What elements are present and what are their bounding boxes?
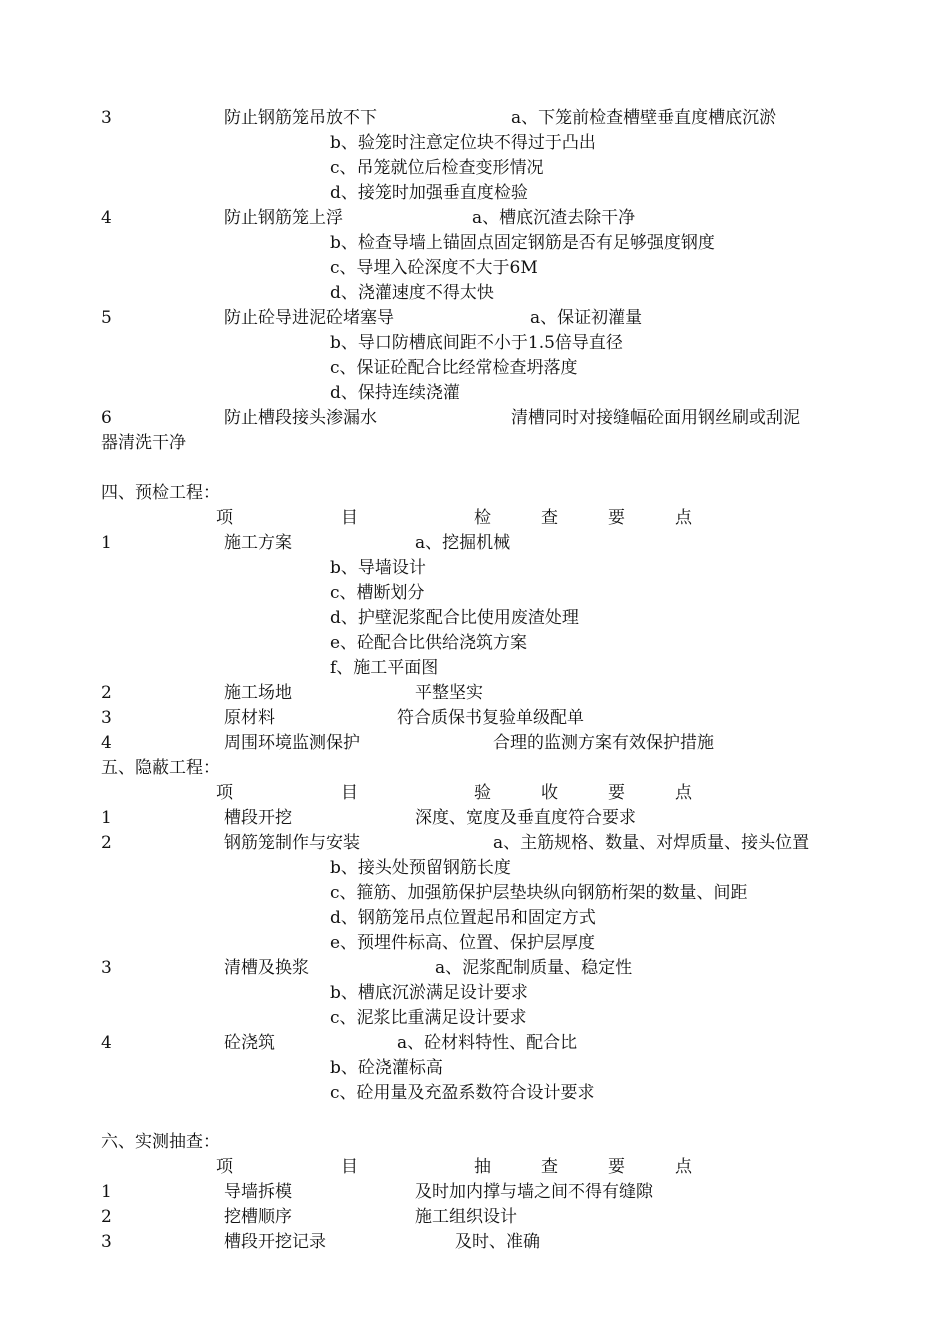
column-header: 项 — [216, 508, 233, 528]
row-subpoint: c、吊笼就位后检查变形情况 — [330, 158, 544, 178]
row-subpoint: b、接头处预留钢筋长度 — [330, 858, 511, 878]
column-header: 项 — [216, 783, 233, 803]
column-header: 项 — [216, 1157, 233, 1177]
row-subpoint: b、导墙设计 — [330, 558, 426, 578]
row-point: 施工组织设计 — [415, 1207, 517, 1227]
row-point: 清槽同时对接缝幅砼面用钢丝刷或刮泥 — [511, 408, 800, 428]
column-header: 要 — [608, 1157, 625, 1177]
row-subpoint: c、砼用量及充盈系数符合设计要求 — [330, 1083, 595, 1103]
row-item: 防止砼导进泥砼堵塞导 — [224, 308, 394, 328]
row-subpoint: c、泥浆比重满足设计要求 — [330, 1008, 527, 1028]
row-subpoint: c、槽断划分 — [330, 583, 425, 603]
column-header: 抽 — [474, 1157, 491, 1177]
row-point: a、挖掘机械 — [415, 533, 511, 553]
column-header: 检 — [474, 508, 491, 528]
row-number: 4 — [101, 1033, 112, 1053]
row-subpoint: b、砼浇灌标高 — [330, 1058, 443, 1078]
row-number: 2 — [101, 1207, 112, 1227]
row-item: 砼浇筑 — [224, 1033, 275, 1053]
column-header: 目 — [341, 783, 358, 803]
row-number: 1 — [101, 1182, 112, 1202]
row-subpoint: c、导埋入砼深度不大于6M — [330, 258, 538, 278]
row-subpoint: b、检查导墙上锚固点固定钢筋是否有足够强度钢度 — [330, 233, 715, 253]
row-subpoint: b、槽底沉淤满足设计要求 — [330, 983, 528, 1003]
row-number: 2 — [101, 683, 112, 703]
column-header: 点 — [675, 508, 692, 528]
row-number: 1 — [101, 808, 112, 828]
row-item: 周围环境监测保护 — [224, 733, 360, 753]
row-point: a、槽底沉渣去除干净 — [472, 208, 636, 228]
row-number: 4 — [101, 733, 112, 753]
row-subpoint: d、浇灌速度不得太快 — [330, 283, 494, 303]
row-item: 防止钢筋笼吊放不下 — [224, 108, 377, 128]
row-number: 3 — [101, 708, 112, 728]
row-subpoint: c、保证砼配合比经常检查坍落度 — [330, 358, 578, 378]
row-item: 导墙拆模 — [224, 1182, 292, 1202]
row-number: 4 — [101, 208, 112, 228]
row-point: a、砼材料特性、配合比 — [397, 1033, 578, 1053]
row-number: 6 — [101, 408, 112, 428]
row-subpoint: e、砼配合比供给浇筑方案 — [330, 633, 528, 653]
row-item: 原材料 — [224, 708, 275, 728]
row-number: 3 — [101, 958, 112, 978]
row-item: 槽段开挖记录 — [224, 1232, 326, 1252]
row-item: 防止槽段接头渗漏水 — [224, 408, 377, 428]
column-header: 要 — [608, 508, 625, 528]
row-item: 挖槽顺序 — [224, 1207, 292, 1227]
row-number: 3 — [101, 108, 112, 128]
row-item: 槽段开挖 — [224, 808, 292, 828]
row-point: 合理的监测方案有效保护措施 — [493, 733, 714, 753]
section-title: 五、隐蔽工程： — [101, 758, 220, 778]
row-subpoint: f、施工平面图 — [330, 658, 439, 678]
column-header: 要 — [608, 783, 625, 803]
section-title: 四、预检工程： — [101, 483, 220, 503]
column-header: 查 — [541, 1157, 558, 1177]
column-header: 收 — [541, 783, 558, 803]
row-point-wrap: 器清洗干净 — [101, 433, 186, 453]
row-point: a、主筋规格、数量、对焊质量、接头位置 — [493, 833, 810, 853]
row-item: 施工场地 — [224, 683, 292, 703]
row-number: 5 — [101, 308, 112, 328]
column-header: 目 — [341, 1157, 358, 1177]
row-point: 平整坚实 — [415, 683, 483, 703]
row-subpoint: d、护壁泥浆配合比使用废渣处理 — [330, 608, 579, 628]
row-subpoint: e、预埋件标高、位置、保护层厚度 — [330, 933, 596, 953]
row-subpoint: d、保持连续浇灌 — [330, 383, 460, 403]
row-subpoint: d、接笼时加强垂直度检验 — [330, 183, 528, 203]
column-header: 验 — [474, 783, 491, 803]
row-point: 及时加内撑与墙之间不得有缝隙 — [415, 1182, 653, 1202]
row-item: 防止钢筋笼上浮 — [224, 208, 343, 228]
column-header: 查 — [541, 508, 558, 528]
row-number: 3 — [101, 1232, 112, 1252]
row-number: 2 — [101, 833, 112, 853]
row-number: 1 — [101, 533, 112, 553]
row-point: a、下笼前检查槽壁垂直度槽底沉淤 — [511, 108, 777, 128]
row-point: 符合质保书复验单级配单 — [397, 708, 584, 728]
row-point: 深度、宽度及垂直度符合要求 — [415, 808, 636, 828]
column-header: 点 — [675, 1157, 692, 1177]
row-item: 施工方案 — [224, 533, 292, 553]
column-header: 目 — [341, 508, 358, 528]
row-point: a、保证初灌量 — [530, 308, 643, 328]
column-header: 点 — [675, 783, 692, 803]
row-item: 清槽及换浆 — [224, 958, 309, 978]
row-point: 及时、准确 — [455, 1232, 540, 1252]
row-subpoint: c、箍筋、加强筋保护层垫块纵向钢筋桁架的数量、间距 — [330, 883, 748, 903]
row-subpoint: b、导口防槽底间距不小于1.5倍导直径 — [330, 333, 623, 353]
row-point: a、泥浆配制质量、稳定性 — [435, 958, 633, 978]
row-item: 钢筋笼制作与安装 — [224, 833, 360, 853]
row-subpoint: b、验笼时注意定位块不得过于凸出 — [330, 133, 596, 153]
section-title: 六、实测抽查： — [101, 1132, 220, 1152]
row-subpoint: d、钢筋笼吊点位置起吊和固定方式 — [330, 908, 596, 928]
